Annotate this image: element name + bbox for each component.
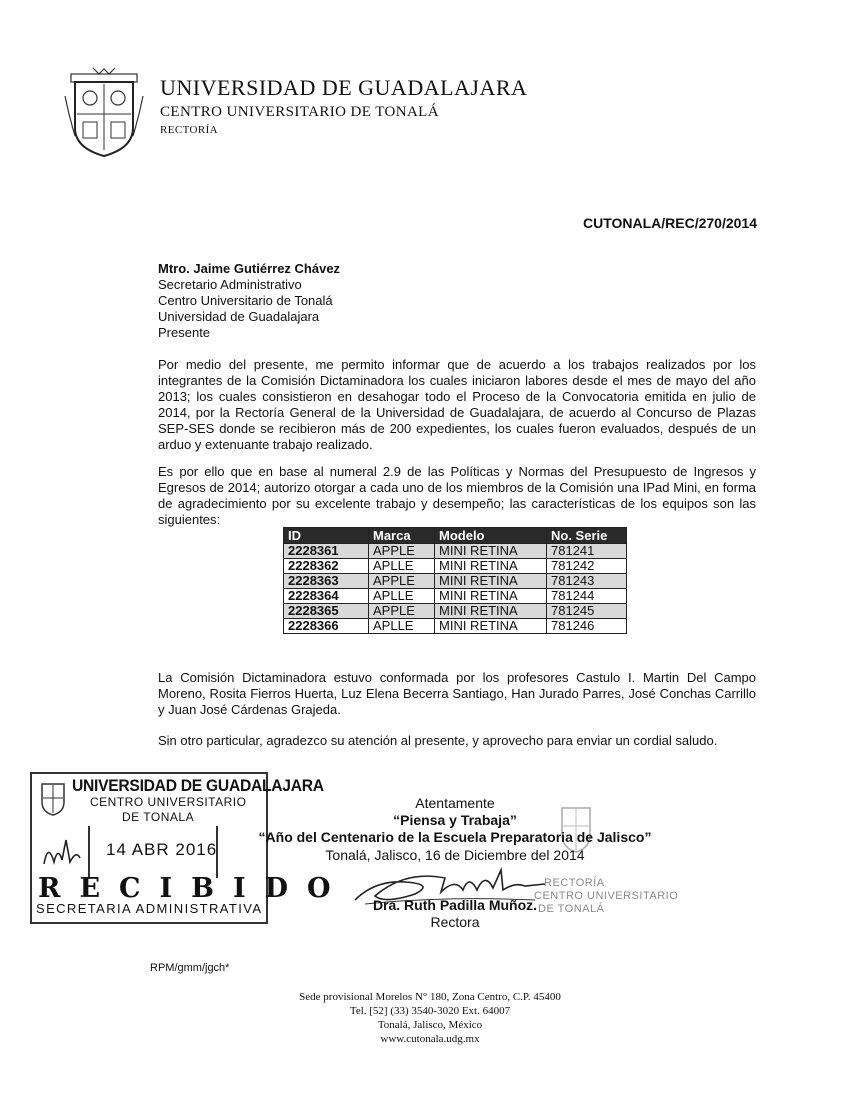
stamp-department: SECRETARIA ADMINISTRATIVA bbox=[36, 901, 263, 916]
university-name: UNIVERSIDAD DE GUADALAJARA bbox=[160, 75, 528, 100]
cell-serie: 781241 bbox=[547, 544, 627, 559]
cell-serie: 781245 bbox=[547, 604, 627, 619]
cell-id: 2228366 bbox=[284, 619, 369, 634]
cell-modelo: MINI RETINA bbox=[435, 544, 547, 559]
table-row bbox=[284, 589, 627, 604]
addressee-line: Universidad de Guadalajara bbox=[158, 309, 320, 324]
stamp-center: CENTRO UNIVERSITARIO bbox=[90, 795, 247, 809]
office-name: RECTORÍA bbox=[160, 124, 219, 136]
cell-marca: APPLE bbox=[369, 604, 435, 619]
addressee-line: Presente bbox=[158, 325, 211, 340]
header-id: ID bbox=[284, 528, 369, 544]
cell-id: 2228361 bbox=[284, 544, 369, 559]
header-serie: No. Serie bbox=[547, 528, 627, 544]
cell-modelo: MINI RETINA bbox=[435, 574, 547, 589]
cell-modelo: MINI RETINA bbox=[435, 604, 547, 619]
table-header-row bbox=[284, 528, 627, 544]
body-paragraph-1: Por medio del presente, me permito informar que de acuerdo a los trabajos realizados por los integrantes de la Comisión Dictaminadora los cuales iniciaron labores desde el mes de mayo del año 2013; los cuales consistieron en desahogar todo el Proceso de la Convocatoria emitida en julio de 2014, por la Rectoría General de la Universidad de Guadalajara, de acuerdo al Concurso de Plazas SEP-SES donde se recibieron más de 200 expedientes, los cuales fueron evaluados, después de un arduo y extenuante trabajo realizado. bbox=[158, 357, 756, 452]
handwritten-initials-icon bbox=[40, 836, 84, 870]
stamp-received: RECIBIDO bbox=[38, 873, 350, 904]
cell-modelo: MINI RETINA bbox=[435, 559, 547, 574]
stamp-city: DE TONALA bbox=[122, 810, 195, 824]
university-crest-icon bbox=[63, 66, 145, 158]
cell-modelo: MINI RETINA bbox=[435, 589, 547, 604]
cell-marca: APPLE bbox=[369, 544, 435, 559]
signer-title: Rectora bbox=[430, 914, 480, 930]
table-row bbox=[284, 574, 627, 589]
addressee-line: Secretario Administrativo bbox=[158, 277, 302, 292]
faint-stamp-line: CENTRO UNIVERSITARIO bbox=[534, 890, 679, 902]
header-marca: Marca bbox=[369, 528, 435, 544]
closing-year-motto: “Año del Centenario de la Escuela Preparatoria de Jalisco” bbox=[258, 829, 652, 845]
body-paragraph-4: Sin otro particular, agradezco su atención al presente, y aprovecho para enviar un cordial saludo. bbox=[158, 733, 718, 748]
table-row bbox=[284, 544, 627, 559]
header-modelo: Modelo bbox=[435, 528, 547, 544]
cell-marca: APPLE bbox=[369, 574, 435, 589]
table-row bbox=[284, 559, 627, 574]
stamp-date-box bbox=[88, 826, 218, 878]
cell-marca: APLLE bbox=[369, 589, 435, 604]
footer-address bbox=[230, 990, 630, 1046]
addressee-name: Mtro. Jaime Gutiérrez Chávez bbox=[158, 261, 341, 276]
cell-serie: 781246 bbox=[547, 619, 627, 634]
footer-line: Tonalá, Jalisco, México bbox=[377, 1019, 483, 1031]
footer-line: Tel. [52] (33) 3540-3020 Ext. 64007 bbox=[349, 1005, 511, 1017]
center-name: CENTRO UNIVERSITARIO DE TONALÁ bbox=[160, 104, 439, 120]
closing-place-date: Tonalá, Jalisco, 16 de Diciembre del 2014 bbox=[325, 847, 585, 863]
stamp-crest-icon bbox=[38, 780, 68, 816]
reference-number: CUTONALA/REC/270/2014 bbox=[582, 215, 757, 231]
cell-id: 2228364 bbox=[284, 589, 369, 604]
body-paragraph-3: La Comisión Dictaminadora estuvo conformada por los profesores Castulo I. Martin Del Campo Moreno, Rosita Fierros Huerta, Luz Elena Becerra Santiago, Han Jurado Parres, José Conchas Carrillo y Juan José Cárdenas Grajeda. bbox=[158, 670, 756, 717]
cell-serie: 781244 bbox=[547, 589, 627, 604]
cell-id: 2228365 bbox=[284, 604, 369, 619]
faint-stamp-line: DE TONALÁ bbox=[538, 903, 605, 915]
addressee-block bbox=[158, 261, 340, 341]
footer-line: Sede provisional Morelos N° 180, Zona Centro, C.P. 45400 bbox=[299, 991, 561, 1003]
cell-id: 2228362 bbox=[284, 559, 369, 574]
received-stamp bbox=[30, 772, 350, 924]
signer-name: Dra. Ruth Padilla Muñoz. bbox=[372, 897, 538, 913]
cell-serie: 781243 bbox=[547, 574, 627, 589]
stamp-date: 14 ABR 2016 bbox=[106, 840, 218, 859]
table-row bbox=[284, 604, 627, 619]
cell-serie: 781242 bbox=[547, 559, 627, 574]
cell-modelo: MINI RETINA bbox=[435, 619, 547, 634]
faint-stamp-line: RECTORÍA bbox=[544, 877, 605, 889]
cell-marca: APLLE bbox=[369, 559, 435, 574]
equipment-table bbox=[283, 527, 627, 634]
table-row bbox=[284, 619, 627, 634]
addressee-line: Centro Universitario de Tonalá bbox=[158, 293, 333, 308]
closing-motto: “Piensa y Trabaja” bbox=[393, 812, 517, 828]
body-paragraph-2: Es por ello que en base al numeral 2.9 de las Políticas y Normas del Presupuesto de Ingresos y Egresos de 2014; autorizo otorgar a cada uno de los miembros de la Comisión una IPad Mini, en forma de agradecimiento por su excelente trabajo y desempeño; las características de los equipos son las siguientes: bbox=[158, 464, 756, 527]
cell-id: 2228363 bbox=[284, 574, 369, 589]
closing-line: Atentamente bbox=[415, 795, 495, 811]
cell-marca: APLLE bbox=[369, 619, 435, 634]
stamp-university: UNIVERSIDAD DE GUADALAJARA bbox=[72, 776, 324, 795]
initials: RPM/gmm/jgch* bbox=[150, 962, 230, 974]
footer-line: www.cutonala.udg.mx bbox=[380, 1033, 480, 1045]
